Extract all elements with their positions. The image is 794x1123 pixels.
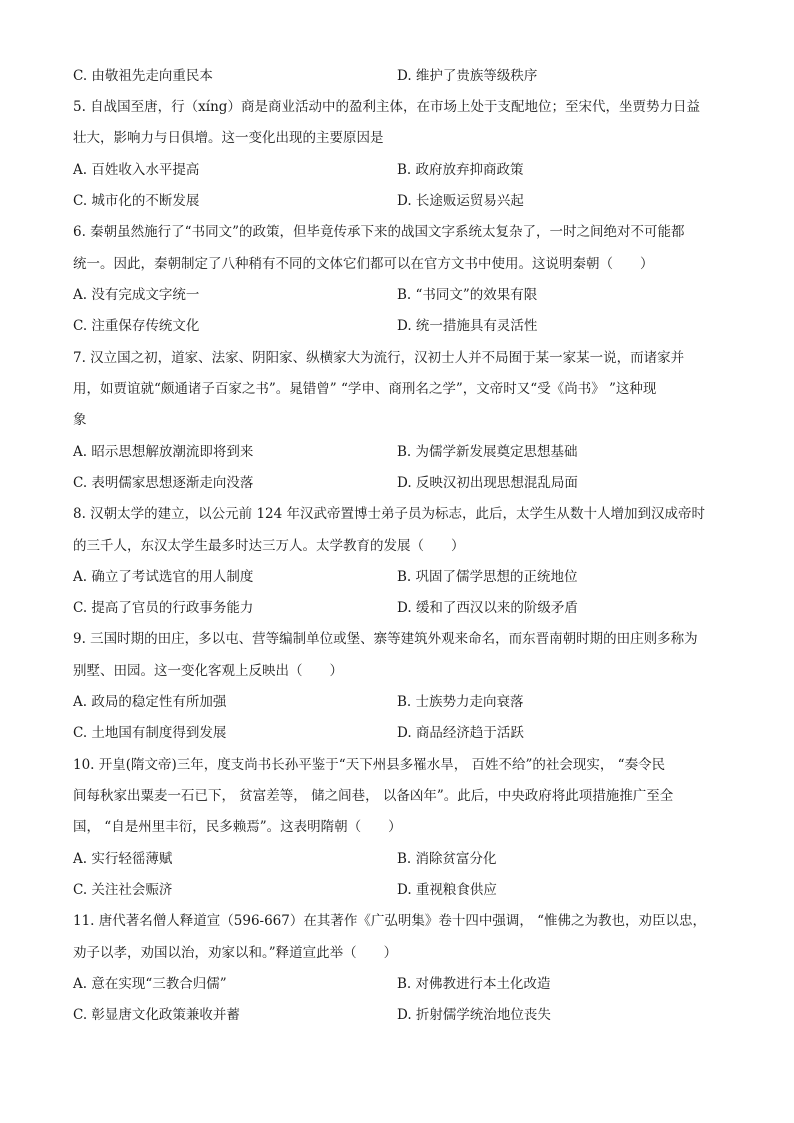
q7-stem-line-2: 用，如贾谊就“颇通诸子百家之书”。晁错曾” “学申、商刑名之学”，文帝时又“受《尚书》 ”这种现 [73, 381, 657, 397]
q7-option-c: C. 表明儒家思想逐渐走向没落 [73, 475, 254, 491]
q9-option-b: B. 士族势力走向衰落 [397, 694, 524, 710]
q9-option-a: A. 政局的稳定性有所加强 [73, 694, 227, 710]
q10-option-a: A. 实行轻徭薄赋 [73, 851, 173, 867]
q5-stem-line-2: 壮大，影响力与日俱增。这一变化出现的主要原因是 [73, 130, 384, 146]
q10-stem-line-2: 间每秋家出粟麦一石已下， 贫富差等， 储之闾巷， 以备凶年”。此后，中央政府将此项措施推广至全 [73, 788, 674, 804]
q7-stem-line-1: 7. 汉立国之初，道家、法家、阴阳家、纵横家大为流行，汉初士人并不局囿于某一家某一说，而诸家并 [73, 350, 685, 366]
q5-option-c: C. 城市化的不断发展 [73, 193, 200, 209]
q5-option-d: D. 长途贩运贸易兴起 [397, 193, 524, 209]
q8-option-b: B. 巩固了儒学思想的正统地位 [397, 569, 578, 585]
q8-option-a: A. 确立了考试选官的用人制度 [73, 569, 254, 585]
q11-option-a: A. 意在实现“三教合归儒” [73, 976, 227, 992]
q9-option-c: C. 土地国有制度得到发展 [73, 725, 227, 741]
q11-stem-line-1: 11. 唐代著名僧人释道宣（596-667）在其著作《广弘明集》卷十四中强调， “惟佛之为教也，劝臣以忠， [73, 913, 707, 929]
q11-option-c: C. 彰显唐文化政策兼收并蓄 [73, 1007, 240, 1023]
q4-option-c: C. 由敬祖先走向重民本 [73, 68, 213, 84]
q7-option-a: A. 昭示思想解放潮流即将到来 [73, 444, 254, 460]
q6-option-c: C. 注重保存传统文化 [73, 318, 200, 334]
q10-option-c: C. 关注社会赈济 [73, 882, 173, 898]
q11-option-d: D. 折射儒学统治地位丧失 [397, 1007, 551, 1023]
q6-stem-line-1: 6. 秦朝虽然施行了“书同文”的政策，但毕竟传承下来的战国文字系统太复杂了，一时之间绝对不可能都 [73, 224, 685, 240]
q8-option-c: C. 提高了官员的行政事务能力 [73, 600, 254, 616]
q9-stem-line-2: 别墅、田园。这一变化客观上反映出（ ） [73, 663, 343, 679]
q8-stem-line-1: 8. 汉朝太学的建立，以公元前 124 年汉武帝置博士弟子员为标志，此后，太学生从数十人增加到汉成帝时 [73, 506, 706, 522]
q5-stem-line-1: 5. 自战国至唐，行（xíng）商是商业活动中的盈利主体，在市场上处于支配地位；至宋代，坐贾势力日益 [73, 99, 700, 115]
q10-stem-line-3: 国， “自是州里丰衍，民多赖焉”。这表明隋朝（ ） [73, 819, 402, 835]
q5-option-b: B. 政府放弃抑商政策 [397, 162, 524, 178]
q11-stem-line-2: 劝子以孝，劝国以治，劝家以和。”释道宣此举（ ） [73, 945, 398, 961]
q11-option-b: B. 对佛教进行本土化改造 [397, 976, 551, 992]
q10-option-b: B. 消除贫富分化 [397, 851, 497, 867]
q4-option-d: D. 维护了贵族等级秩序 [397, 68, 538, 84]
q7-option-b: B. 为儒学新发展奠定思想基础 [397, 444, 578, 460]
q10-option-d: D. 重视粮食供应 [397, 882, 497, 898]
q10-stem-line-1: 10. 开皇(隋文帝)三年，度支尚书长孙平鉴于“天下州县多罹水旱， 百姓不给”的社会现实， “奏令民 [73, 757, 666, 773]
q5-option-a: A. 百姓收入水平提高 [73, 162, 200, 178]
q9-option-d: D. 商品经济趋于活跃 [397, 725, 524, 741]
q8-stem-line-2: 的三千人，东汉太学生最多时达三万人。太学教育的发展（ ） [73, 538, 465, 554]
q7-stem-line-3: 象 [73, 412, 87, 428]
q8-option-d: D. 缓和了西汉以来的阶级矛盾 [397, 600, 578, 616]
q7-option-d: D. 反映汉初出现思想混乱局面 [397, 475, 578, 491]
q6-option-b: B. “书同文”的效果有限 [397, 287, 538, 303]
q6-option-a: A. 没有完成文字统一 [73, 287, 200, 303]
q9-stem-line-1: 9. 三国时期的田庄，多以屯、营等编制单位或堡、寨等建筑外观来命名，而东晋南朝时期的田庄则多称为 [73, 631, 698, 647]
q6-option-d: D. 统一措施具有灵活性 [397, 318, 538, 334]
q6-stem-line-2: 统一。因此，秦朝制定了八种稍有不同的文体它们都可以在官方文书中使用。这说明秦朝（ ） [73, 256, 654, 272]
